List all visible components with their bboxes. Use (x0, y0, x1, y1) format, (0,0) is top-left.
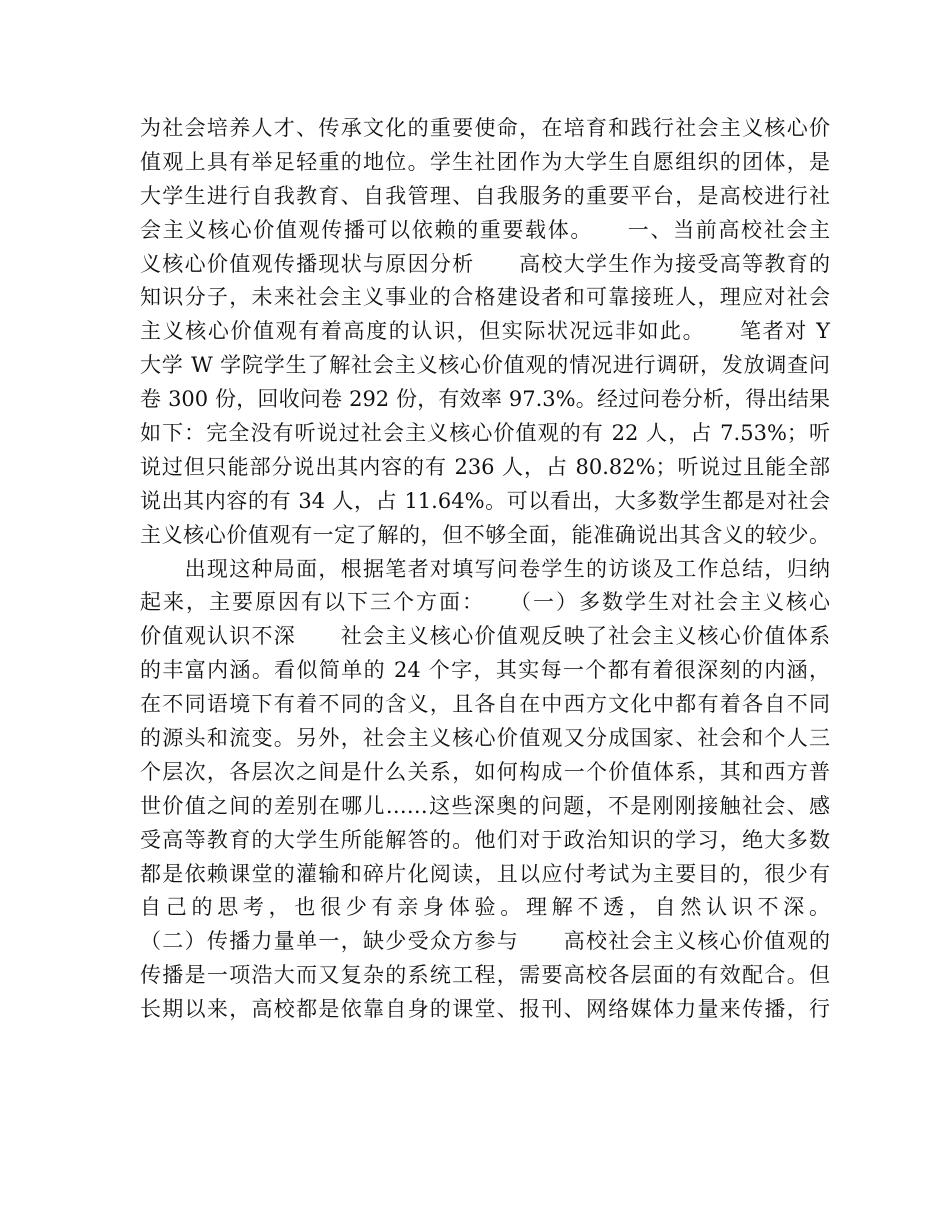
text-line: 会主义核心价值观传播可以依赖的重要载体。 一、当前高校社会主 (140, 217, 830, 242)
text-line: 大学生进行自我教育、自我管理、自我服务的重要平台，是高校进行社 (140, 183, 830, 208)
text-line: 说出其内容的有 34 人，占 11.64%。可以看出，大多数学生都是对社会 (140, 488, 830, 513)
text-line: 为社会培养人才、传承文化的重要使命，在培育和践行社会主义核心价 (140, 116, 830, 140)
text-line: 长期以来，高校都是依靠自身的课堂、报刊、网络媒体力量来传播，行 (140, 997, 830, 1022)
text-line: 起来，主要原因有以下三个方面： （一）多数学生对社会主义核心 (140, 590, 830, 615)
text-line: 的丰富内涵。看似简单的 24 个字，其实每一个都有着很深刻的内涵， (140, 658, 830, 683)
text-line: 都是依赖课堂的灌输和碎片化阅读，且以应付考试为主要目的，很少有 (140, 861, 830, 886)
text-line: 卷 300 份，回收问卷 292 份，有效率 97.3%。经过问卷分析，得出结果 (140, 387, 830, 412)
text-line: 如下：完全没有听说过社会主义核心价值观的有 22 人，占 7.53%；听 (140, 421, 830, 446)
text-line: 知识分子，未来社会主义事业的合格建设者和可靠接班人，理应对社会 (140, 285, 830, 310)
text-line: 主义核心价值观有着高度的认识，但实际状况远非如此。 笔者对 Y (140, 319, 830, 344)
text-line: 值观上具有举足轻重的地位。学生社团作为大学生自愿组织的团体，是 (140, 149, 830, 174)
text-line: 说过但只能部分说出其内容的有 236 人，占 80.82%；听说过且能全部 (140, 454, 830, 479)
text-line: 世价值之间的差别在哪儿……这些深奥的问题，不是刚刚接触社会、感 (140, 793, 830, 818)
text-line: 受高等教育的大学生所能解答的。他们对于政治知识的学习，绝大多数 (140, 827, 830, 852)
text-line: （二）传播力量单一，缺少受众方参与 高校社会主义核心价值观的 (140, 929, 830, 954)
text-line: 传播是一项浩大而又复杂的系统工程，需要高校各层面的有效配合。但 (140, 963, 830, 988)
body-text (140, 112, 830, 1027)
text-line: 主义核心价值观有一定了解的，但不够全面，能准确说出其含义的较少。 (140, 522, 830, 547)
text-line: 大学 W 学院学生了解社会主义核心价值观的情况进行调研，发放调查问 (140, 353, 830, 378)
text-line: 个层次，各层次之间是什么关系，如何构成一个价值体系，其和西方普 (140, 759, 830, 784)
text-line: 自己的思考，也很少有亲身体验。理解不透，自然认识不深。 (140, 895, 830, 920)
text-line: 价值观认识不深 社会主义核心价值观反映了社会主义核心价值体系 (140, 624, 830, 649)
text-line: 义核心价值观传播现状与原因分析 高校大学生作为接受高等教育的 (140, 251, 830, 276)
text-line: 的源头和流变。另外，社会主义核心价值观又分成国家、社会和个人三 (140, 726, 830, 751)
text-line: 出现这种局面，根据笔者对填写问卷学生的访谈及工作总结，归纳 (140, 556, 830, 581)
text-line: 在不同语境下有着不同的含义，且各自在中西方文化中都有着各自不同 (140, 692, 830, 717)
